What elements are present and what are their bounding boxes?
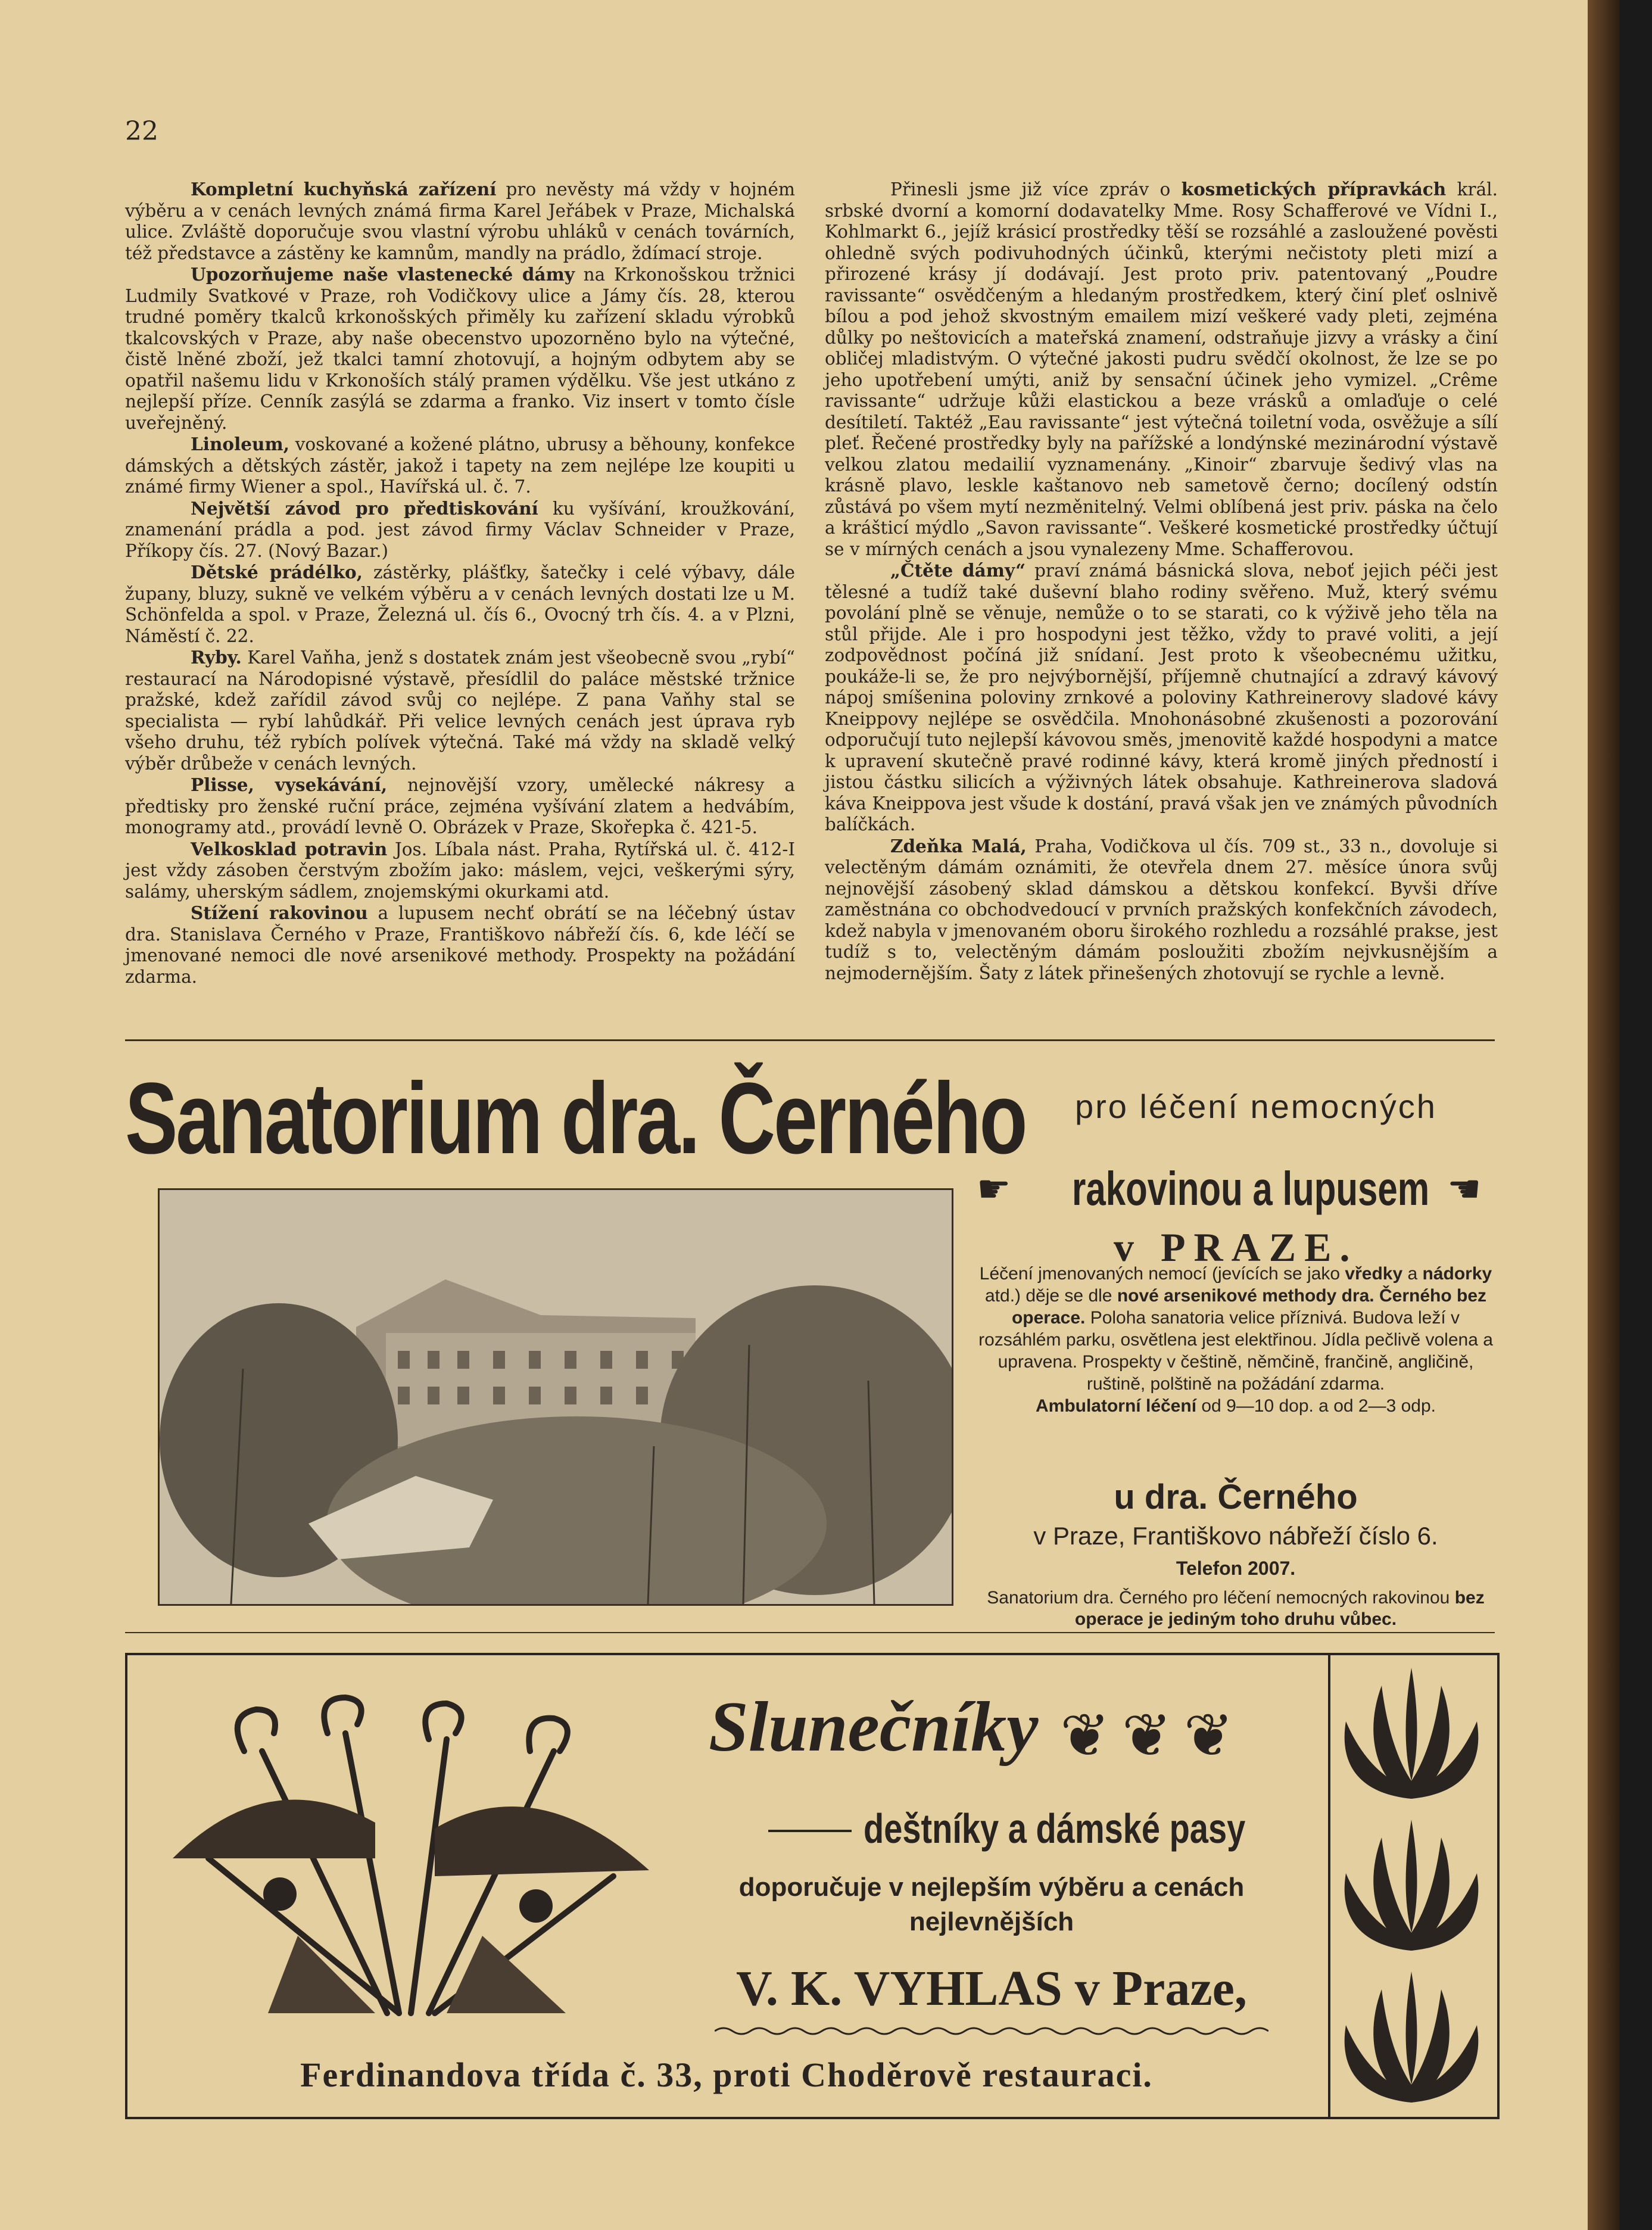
section-rule xyxy=(125,1039,1495,1041)
sanatorium-photo xyxy=(158,1188,953,1606)
article-lead: Velkosklad potravin xyxy=(191,838,388,859)
sanatorium-ambulatory-label: Ambulatorní léčení xyxy=(1035,1396,1197,1416)
sanatorium-disease: rakovinou a lupusem xyxy=(1072,1162,1430,1215)
article-lead: Stížení rakovinou xyxy=(191,902,368,923)
left-column xyxy=(125,179,795,988)
article-paragraph xyxy=(125,179,795,264)
article-paragraph xyxy=(825,560,1498,836)
sanatorium-body-bold: vředky xyxy=(1345,1264,1403,1284)
article-lead: Největší závod pro předtiskování xyxy=(191,497,538,519)
article-lead: Kompletní kuchyňská zařízení xyxy=(191,179,497,200)
sanatorium-address: v Praze, Františkovo nábřeží číslo 6. xyxy=(1033,1522,1438,1550)
article-paragraph xyxy=(825,836,1498,985)
article-bold: kosmetických přípravkách xyxy=(1181,179,1447,200)
sanatorium-ambulatory-hours: od 9—10 dop. a od 2—3 odp. xyxy=(1196,1396,1436,1416)
article-text: Přinesli jsme již více zpráv o xyxy=(890,179,1182,200)
tulip-icon: ❦ xyxy=(1121,1700,1184,1770)
article-text: voskované a kožené plátno, ubrusy a běhouny, konfekce dámských a dětských zástěr, jakož i tapety na zem nejlépe lze koupiti u známé firmy Wiener a spol., Havířská ul. č. 7. xyxy=(125,434,795,497)
article-paragraph xyxy=(125,434,795,498)
ornament-icon xyxy=(1340,1814,1483,1957)
article-paragraph xyxy=(125,839,795,903)
dash-divider xyxy=(768,1830,852,1832)
wavy-rule xyxy=(715,2025,1268,2037)
article-paragraph xyxy=(125,774,795,839)
umbrella-illustration xyxy=(149,1680,685,2025)
article-text: Jos. Líbala nást. Praha, Rytířská ul. č. 412-I jest vždy zásoben čerstvým zbožím jako: máslem, vejci, veškerými sýry, salámy, uherským sádlem, znojemskými okurkami atd. xyxy=(125,839,796,902)
sanatorium-body-text: Léčení jmenovaných nemocí (jevících se jako xyxy=(979,1264,1345,1284)
article-lead: Plisse, vysekávání, xyxy=(191,774,388,795)
sanatorium-footer xyxy=(977,1587,1495,1630)
sanatorium-city: v PRAZE. xyxy=(1114,1225,1358,1270)
sanatorium-body xyxy=(977,1263,1495,1417)
article-lead: Dětské prádélko, xyxy=(191,562,363,583)
tulip-icon: ❦ xyxy=(1060,1700,1122,1770)
sanatorium-footer-text: Sanatorium dra. Černého pro léčení nemocných rakovinou xyxy=(987,1588,1455,1608)
sanatorium-footer-bold: je jediným toho druhu vůbec. xyxy=(1148,1609,1397,1629)
article-text: a lupusem nechť obrátí se na léčebný ústav dra. Stanislava Černého v Praze, Františkovo nábřeží čís. 6, kde léčí se jmenované nemoci dle nové arsenikové methody. Prospekty na požádání zdarma. xyxy=(125,903,795,987)
article-paragraph xyxy=(125,264,795,434)
page-spine xyxy=(1588,0,1620,2230)
sanatorium-title: Sanatorium dra. Černého xyxy=(125,1062,1026,1175)
umbrella-ad-recommendation xyxy=(709,1870,1274,1939)
article-lead: Linoleum, xyxy=(191,434,289,454)
sanatorium-footer-bold: bez operace xyxy=(1074,1588,1485,1629)
article-paragraph xyxy=(125,647,795,774)
article-text: Karel Vaňha, jenž s dostatek znám jest všeobecně svou „rybí“ restaurací na Národopisné výstavě, přesídlil do paláce městské tržnice pražské, kdež zařídil závod svůj co nejlépe. Z pana Vaňhy stal se specialista — rybí lahůdkář. Při velice levných cenách jest úprava ryb všeho druhu, též rybích polívek výtečná. Také má vždy na skladě velký výběr drůbeže v cenách levných. xyxy=(125,647,795,774)
sanatorium-body-bold: nádorky xyxy=(1422,1264,1492,1284)
sanatorium-doctor: u dra. Černého xyxy=(1114,1478,1358,1516)
article-text: praví známá básnická slova, neboť jejich péči jest tělesné a tudíž také duševní blaho rodiny svěřeno. Muž, který svému povolání plně se věnuje, nemůže o to se starati, co k výživě jeho těla na stůl přijde. Ale i pro hospodyni jest těžko, vždy to pravé voliti, a její zodpovědnost počíná již snídaní. Jest proto k všeobecnému užitku, poukáže-li se, že pro nejvýbornější, příjemně chutnající a zdravý kávový nápoj smíšenina poloviny zrnkové a poloviny Kathreinerovy sladové kávy Kneippovy nejlépe se osvědčila. Mnohonásobné zkušenosti a pozorování odporučují tuto nejlepší kávovou směs, jmenovitě každé hospodyni a matce k upravení skutečně pravé rodinné kávy, která kromě jiných předností i jistou částku silicích a výživných látek obsahuje. Kathreinerova sladová káva Kneippova jest všude k dostání, pravá však jen ve známých původních balíčkách. xyxy=(825,560,1498,834)
umbrella-ad-title: Slunečníky xyxy=(709,1687,1039,1766)
article-paragraph xyxy=(125,562,795,647)
article-lead: Ryby. xyxy=(191,647,242,668)
article-paragraph xyxy=(125,498,795,562)
tulip-icon xyxy=(1060,1700,1245,1770)
umbrella-ad-recommendation-line: doporučuje v nejlepším výběru a cenách xyxy=(738,1873,1245,1902)
sanatorium-disease-line xyxy=(977,1161,1495,1215)
sanatorium-body-bold: nové arsenikové methody dra. Černého bez operace. xyxy=(1011,1286,1486,1328)
umbrella-ad-recommendation-line: nejlevnějších xyxy=(909,1907,1074,1936)
article-paragraph xyxy=(125,902,795,988)
article-text: na Krkonošskou tržnici Ludmily Svatkové v Praze, roh Vodičkovy ulice a Jámy čís. 28, kterou trudné poměry tkalců krkonošských přiměly ku zařízení skladu výrobků tkalcovských v Praze, aby naše obecenstvo upozorněno bylo na výtečné, čistě lněné zboží, jež tkalci tamní zhotovují, a hojným odbytem aby se opatřil našemu lidu v Krkonoších stálý pramen výdělku. Vše jest utkáno z nejlepší příze. Cenník zasýlá se zdarma a franko. Viz insert v tomto čísle uveřejněný. xyxy=(125,264,795,433)
section-rule xyxy=(125,1632,1495,1633)
umbrella-ad-divider xyxy=(1328,1653,1330,2117)
sanatorium-body-text: atd.) děje se dle xyxy=(985,1286,1117,1306)
sanatorium-body-text: a xyxy=(1402,1264,1423,1284)
tulip-icon: ❦ xyxy=(1183,1700,1246,1770)
right-column xyxy=(825,179,1498,984)
umbrella-ad-subtitle: deštníky a dámské pasy xyxy=(864,1805,1246,1852)
sanatorium-building-illustration xyxy=(160,1190,952,1604)
sanatorium-subtitle: pro léčení nemocných xyxy=(1075,1088,1437,1125)
article-text: pro nevěsty má vždy v hojném výběru a v cenách levných známá firma Karel Jeřábek v Praze, Michalská ulice. Zvláště doporučuje svou vlastní výrobu uhláků v cenách továrních, též představce a zástěny ke kamnům, mandly na prádlo, ždímací stroje. xyxy=(125,179,795,263)
article-text: ku vyšívání, kroužkování, znamenání prádla a pod. jest závod firmy Václav Schneider v Praze, Příkopy čís. 27. (Nový Bazar.) xyxy=(125,498,795,561)
umbrella-ad-firm: V. K. VYHLAS v Praze, xyxy=(736,1961,1247,2016)
article-text: král. srbské dvorní a komorní dodavatelky Mme. Rosy Schafferové ve Vídni I., Kohlmarkt 6., jejíž krásicí prostředky těší se rozsáhlé a zasloužené pověsti ohledně svých podivuhodných účinků, kterými nečistoty pleti mizí a přirozené krásy jí dodávají. Jest proto priv. patentovaný „Poudre ravissante“ osvědčeným a hledaným prostředkem, který činí pleť oslnivě bílou a pod jehož skvostným emailem mizí veškeré vady pleti, zejména důlky po neštovicích a mateřská znamení, odstraňuje jizvy a vrásky a činí obličej mladistvým. O výtečné jakosti pudru svědčí okolnost, že lze se po jeho upotřebení umýti, aniž by sensační účinek jeho vymizel. „Crême ravissante“ udržuje kůži elastickou a beze vrásků a omlaďuje o celé desítiletí. Taktéž „Eau ravissante“ jest výtečná toiletní voda, osvěžuje a sílí pleť. Řečené prostředky byly na pařížské a londýnské mezinárodní výstavě velkou zlatou medailií vyznamenány. „Kinoir“ zbarvuje šedivý vlas na krásně plavo, leskle kaštanovo neb sametově černo; docílený odstín zůstává po všem mytí nezměnitelný. Velmi oblíbená jest priv. páska na čelo a krášticí mýdlo „Savon ravissante“. Veškeré kosmetické prostředky účtují se v mírných cenách a jsou vynalezeny Mme. Schafferovou. xyxy=(825,179,1498,559)
pointing-hand-icon: ☛ xyxy=(977,1167,1011,1211)
article-text: Praha, Vodičkova ul čís. 709 st., 33 n., dovoluje si velectěným dámám oznámiti, že otevřela dnem 27. měsíce února svůj nejnovější zásobený sklad dámskou a dětskou konfekcí. Byvši dříve zaměstnána co obchodvedoucí v prvních pražských konfekčních závodech, kdež nabyla v jmenovaném oboru širokého rozhledu a rozsáhlé prakse, jest tudíž s to, velectěným dámám posloužiti zbožím nejvkusnějším a nejmodernějším. Šaty z látek přinešených zhotovují se rychle a levně. xyxy=(825,836,1498,983)
article-text: zástěrky, plášťky, šatečky i celé výbavy, dále župany, bluzy, sukně ve velkém výběru a v cenách levných dostati lze u M. Schönfelda a spol. v Praze, Železná ul. čís 6., Ovocný trh čís. 4. a v Plzni, Náměstí č. 22. xyxy=(125,562,796,646)
page-number: 22 xyxy=(125,116,158,147)
article-lead: Zdeňka Malá, xyxy=(890,835,1027,857)
umbrella-ad-address: Ferdinandova třída č. 33, proti Choděrově restauraci. xyxy=(300,2055,1153,2094)
pointing-hand-left-icon: ☚ xyxy=(1447,1167,1482,1211)
article-text: nejnovější vzory, umělecké nákresy a předtisky pro ženské ruční práce, zejména vyšívání zlatem a hedvábím, monogramy atd., provádí levně O. Obrázek v Praze, Skořepka č. 421-5. xyxy=(125,775,796,837)
article-lead: Upozorňujeme naše vlastenecké dámy xyxy=(191,264,575,285)
ornament-icon xyxy=(1340,1966,1483,2108)
article-paragraph xyxy=(825,179,1498,560)
sanatorium-body-text: Poloha sanatoria velice příznivá. Budova leží v rozsáhlém parku, osvětlena jest elektřinou. Jídla pečlivě volena a upravena. Prospekty v češtině, němčině, frančině, angličině, ruštině, polštině na požádání zdarma. xyxy=(978,1308,1493,1394)
sanatorium-phone: Telefon 2007. xyxy=(1176,1558,1296,1579)
ornament-icon xyxy=(1340,1662,1483,1805)
article-lead: „Čtěte dámy“ xyxy=(890,560,1026,581)
